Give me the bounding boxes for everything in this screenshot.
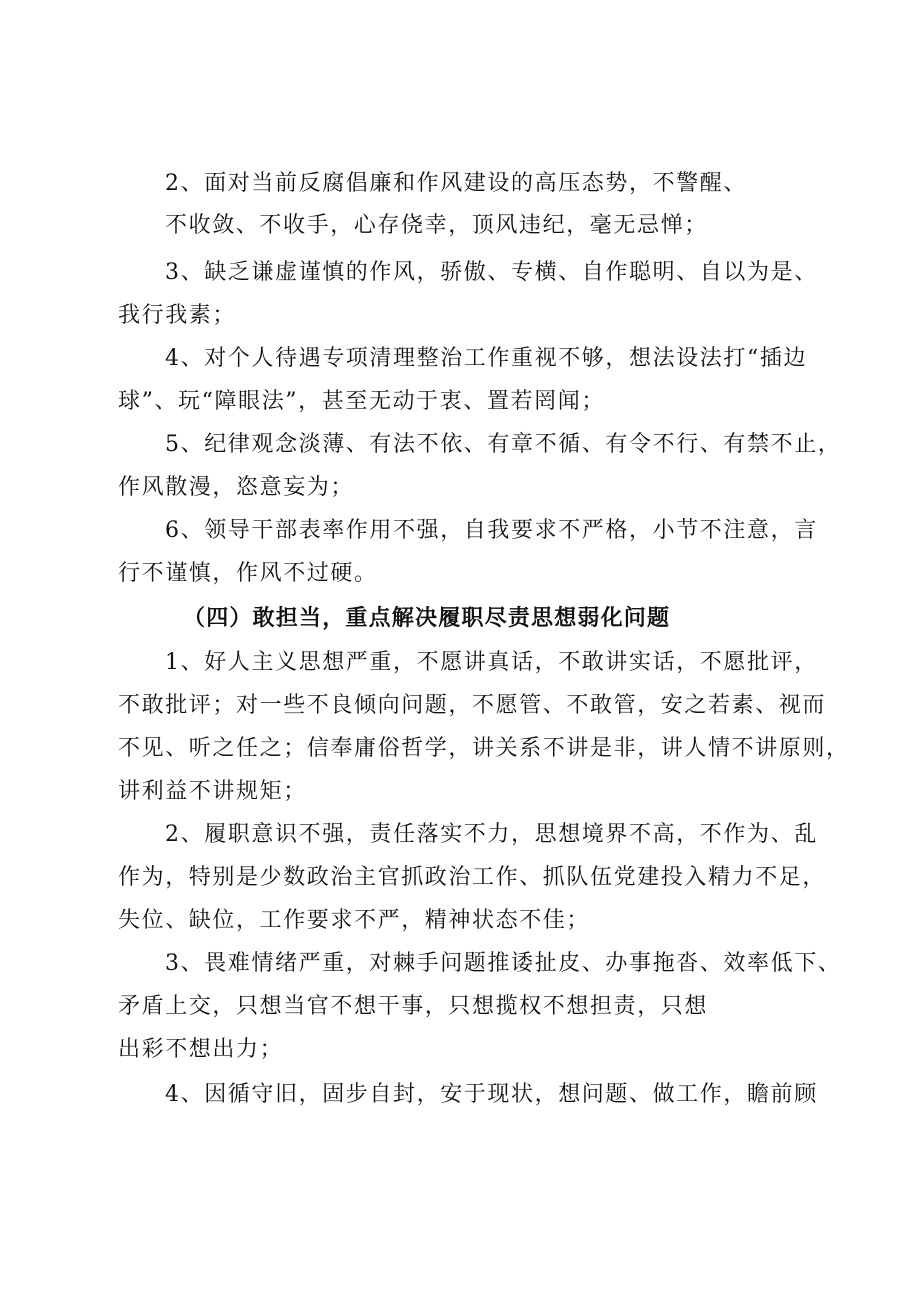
item-1-line-3: 不见、听之任之；信奉庸俗哲学，讲关系不讲是非，讲人情不讲原则， — [118, 736, 850, 761]
paragraph-3-line-2: 我行我素； — [118, 303, 237, 328]
paragraph-2-line-1: 2、面对当前反腐倡廉和作风建设的高压态势，不警醒、 — [165, 171, 747, 196]
item-2-line-3: 失位、缺位，工作要求不严，精神状态不佳； — [118, 908, 591, 933]
item-2-line-2: 作为，特别是少数政治主官抓政治工作、抓队伍党建投入精力不足， — [118, 865, 827, 890]
item-3-line-2: 矛盾上交，只想当官不想干事，只想揽权不想担责，只想 — [118, 994, 709, 1019]
item-4-line-1: 4、因循守旧，固步自封，安于现状，想问题、做工作，瞻前顾 — [165, 1082, 818, 1107]
paragraph-2-line-2: 不收敛、不收手，心存侥幸，顶风违纪，毫无忌惮； — [165, 213, 708, 238]
item-1-line-4: 讲利益不讲规矩； — [118, 779, 307, 804]
paragraph-4-line-2: 球”、玩“障眼法”，甚至无动于衷、置若罔闻； — [118, 389, 605, 414]
item-1-line-2: 不敢批评；对一些不良倾向问题，不愿管、不敢管，安之若素、视而 — [118, 693, 827, 718]
paragraph-5-line-1: 5、纪律观念淡薄、有法不依、有章不循、有令不行、有禁不止， — [165, 432, 842, 457]
paragraph-4-line-1: 4、对个人待遇专项清理整治工作重视不够，想法设法打“插边 — [165, 346, 808, 371]
paragraph-6-line-2: 行不谨慎，作风不过硬。 — [118, 561, 378, 586]
section-heading: （四）敢担当，重点解决履职尽责思想弱化问题 — [183, 605, 671, 631]
paragraph-3-line-1: 3、缺乏谦虚谨慎的作风，骄傲、专横、自作聪明、自以为是、 — [165, 260, 818, 285]
item-3-line-1: 3、畏难情绪严重，对棘手问题推诿扯皮、办事拖沓、效率低下、 — [165, 951, 842, 976]
item-2-line-1: 2、履职意识不强，责任落实不力，思想境界不高，不作为、乱 — [165, 822, 818, 847]
paragraph-5-line-2: 作风散漫，恣意妄为； — [118, 475, 355, 500]
item-1-line-1: 1、好人主义思想严重，不愿讲真话，不敢讲实话，不愿批评， — [165, 650, 818, 675]
paragraph-6-line-1: 6、领导干部表率作用不强，自我要求不严格，小节不注意，言 — [165, 518, 818, 543]
item-3-line-3: 出彩不想出力； — [118, 1037, 284, 1062]
